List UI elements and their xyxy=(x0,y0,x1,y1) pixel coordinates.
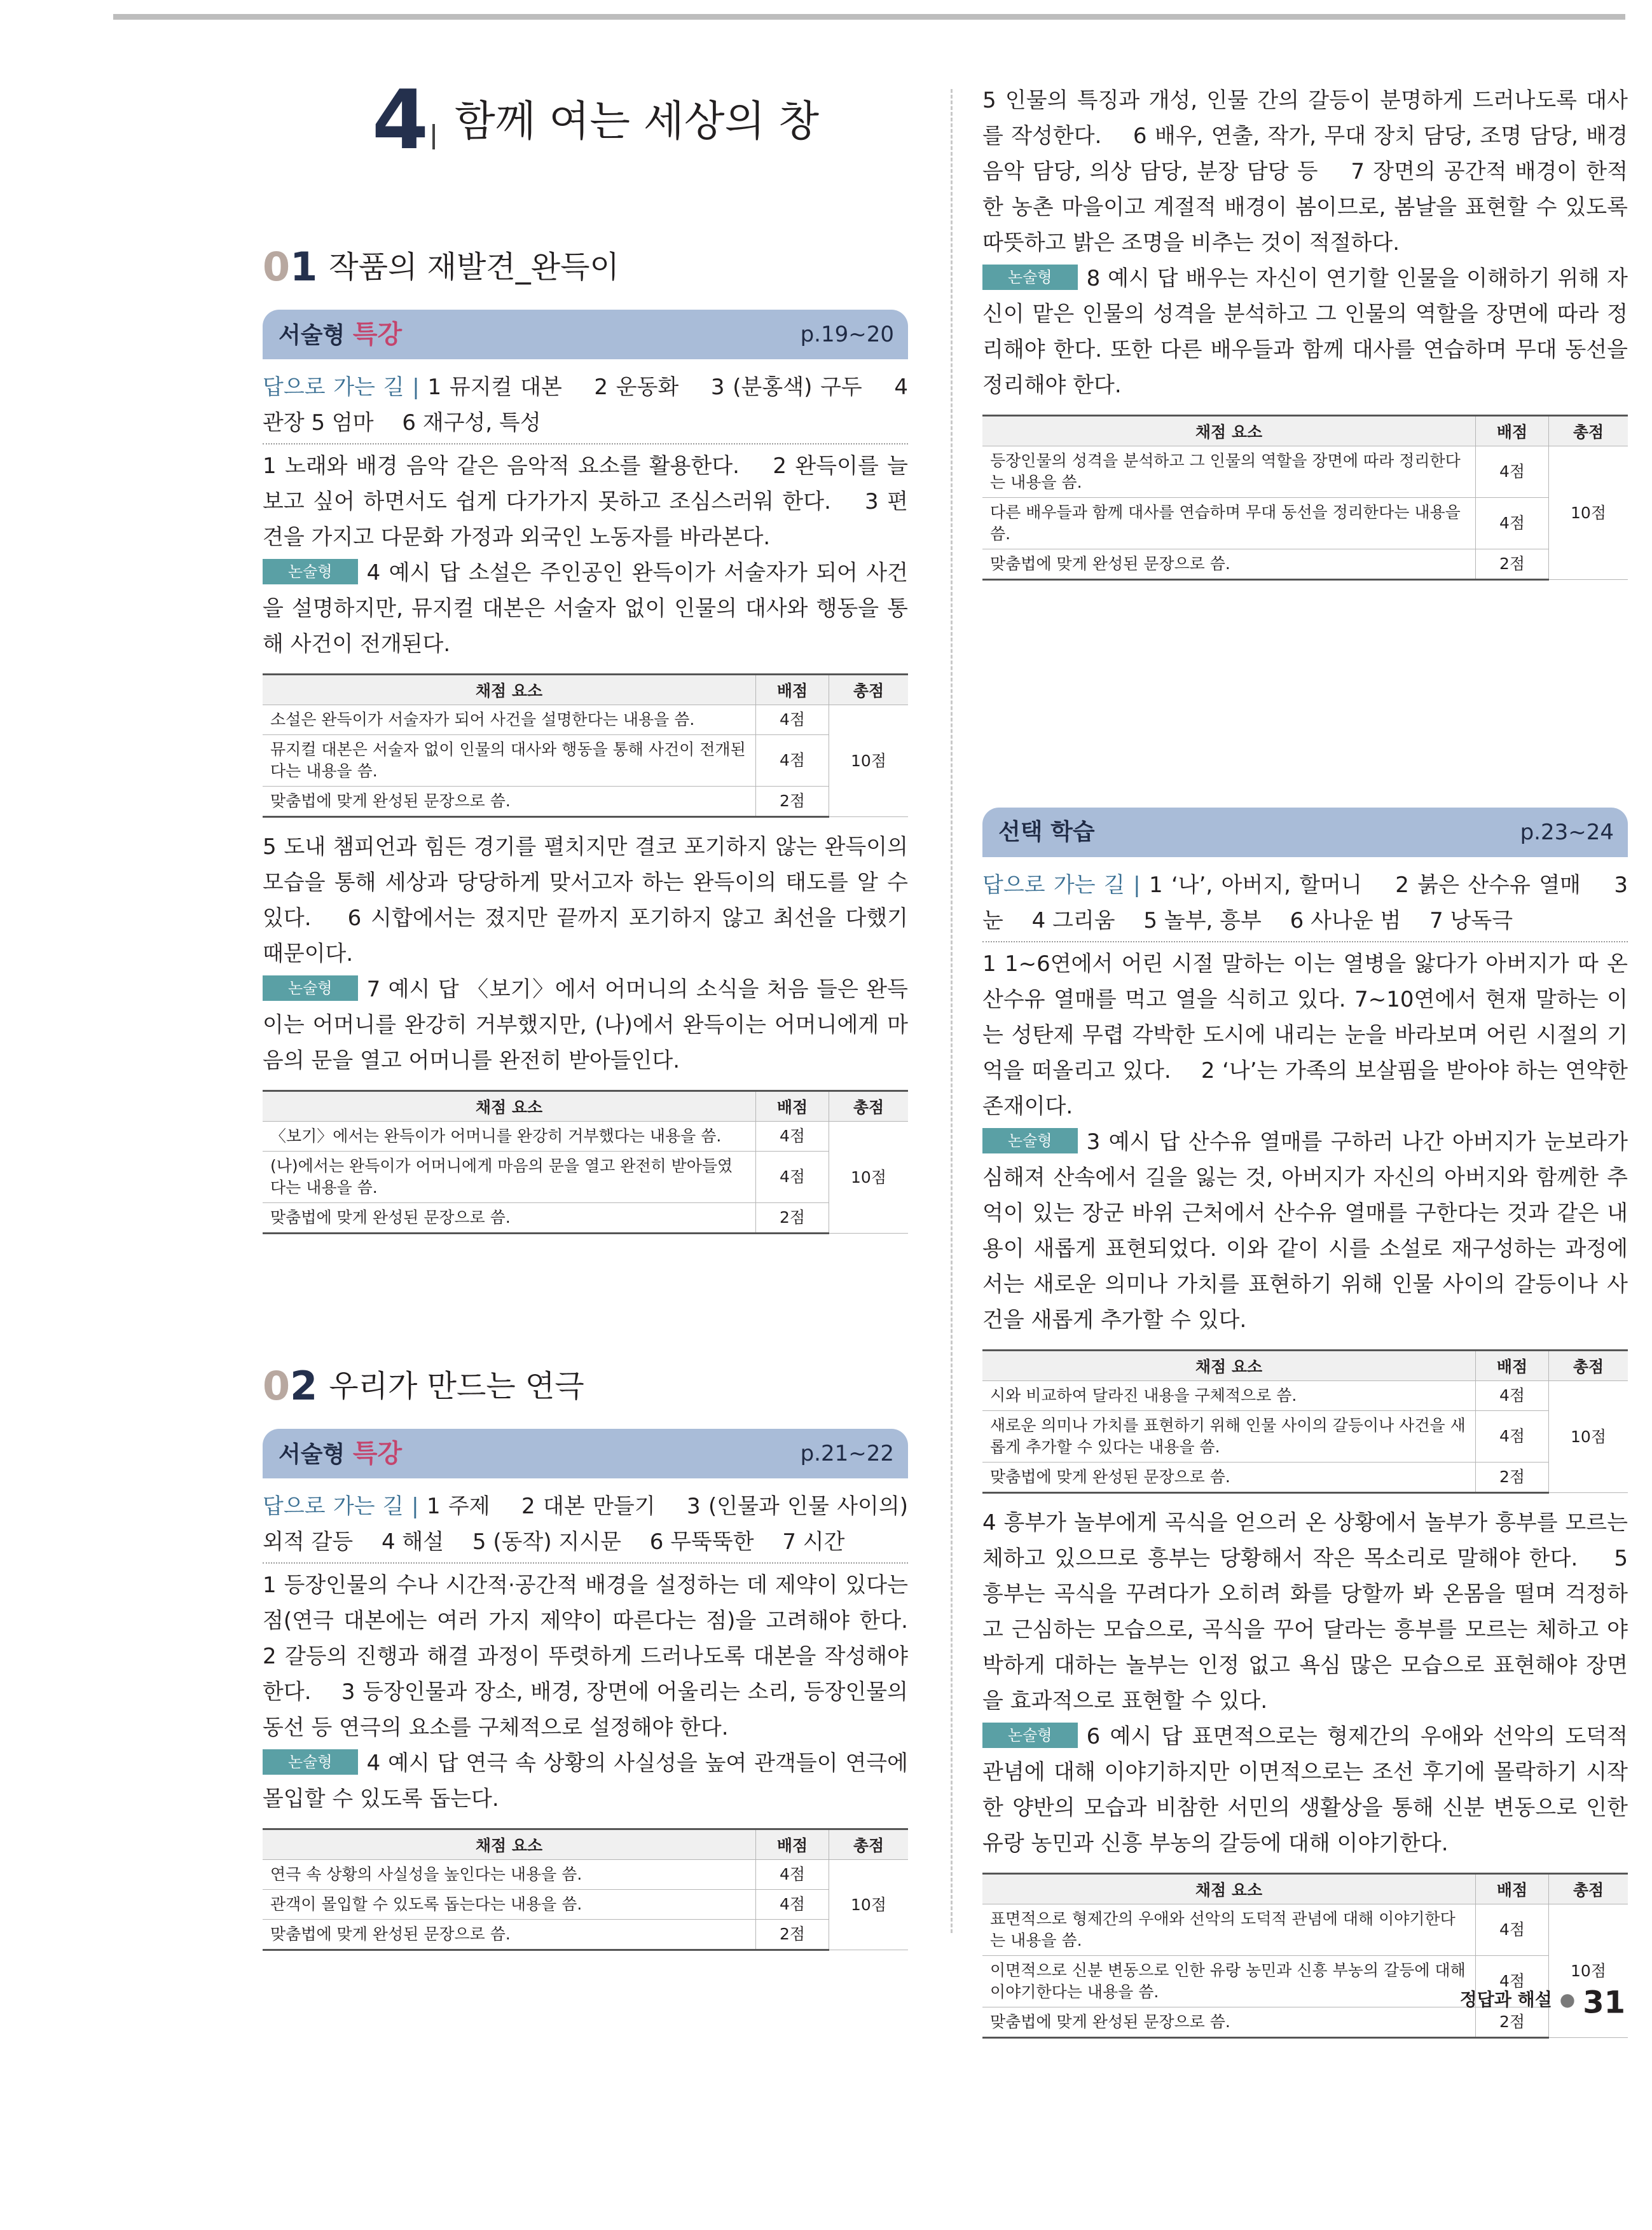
table-header: 채점 요소 xyxy=(982,416,1476,446)
table-header: 총점 xyxy=(829,675,909,705)
essay-answer xyxy=(263,1745,908,1817)
table-header: 총점 xyxy=(1549,1351,1628,1381)
bar-pages: p.21~22 xyxy=(800,1441,894,1466)
unit-number: 4 xyxy=(372,73,429,168)
table-row: 다른 배우들과 함께 대사를 연습하며 무대 동선을 정리한다는 내용을 씀. 4점 xyxy=(982,498,1628,549)
footer-dot: ● xyxy=(1559,1989,1576,2010)
essay-text: 4 예시 답 소설은 주인공인 완득이가 서술자가 되어 사건을 설명하지만, 뮤지컬 대본은 서술자 없이 인물의 대사와 행동을 통해 사건이 전개된다. xyxy=(263,560,908,657)
table-header: 총점 xyxy=(1549,1874,1628,1904)
scoring-table xyxy=(982,1349,1628,1494)
table-header: 배점 xyxy=(756,1091,829,1122)
bar-label: 선택 학습 xyxy=(998,819,1095,845)
table-header: 총점 xyxy=(829,1091,909,1122)
table-row: 이면적으로 신분 변동으로 인한 유랑 농민과 신흥 부농의 갈등에 대해 이야기한다는 내용을 씀. 4점 xyxy=(982,1956,1628,2007)
answer-paragraph: 1 1~6연에서 어린 시절 말하는 이는 열병을 앓다가 아버지가 따 온 산수유 열매를 먹고 열을 식히고 있다. 7~10연에서 현재 말하는 이는 성탄제 무렵 각박한 도시에 내리는 눈을 바라보며 어린 시절의 기억을 떠올리고 있다. 2 ‘나’는 가족의 보살핌을 받아야 하는 연약한 존재이다. xyxy=(982,951,1628,1119)
table-header: 채점 요소 xyxy=(982,1874,1476,1904)
essay-answer xyxy=(982,1719,1628,1861)
scoring-table xyxy=(263,1828,908,1951)
table-header: 채점 요소 xyxy=(263,675,756,705)
table-header: 채점 요소 xyxy=(263,1091,756,1122)
essay-answer xyxy=(982,261,1628,403)
table-row: (나)에서는 완득이가 어머니에게 마음의 문을 열고 완전히 받아들였다는 내용을 씀. 4점 xyxy=(263,1152,908,1203)
essay-text: 7 예시 답 〈보기〉에서 어머니의 소식을 처음 들은 완득이는 어머니를 완강히 거부했지만, (나)에서 완득이는 어머니에게 마음의 문을 열고 어머니를 완전히 받아들인다. xyxy=(263,977,908,1073)
answer-road xyxy=(263,369,908,444)
special-lecture-bar xyxy=(263,310,908,359)
page-footer xyxy=(1460,1981,1625,2019)
answer-paragraph: 1 등장인물의 수나 시간적·공간적 배경을 설정하는 데 제약이 있다는 점(연극 대본에는 여러 가지 제약이 따른다는 점)을 고려해야 한다. 2 갈등의 진행과 해결 과정이 뚜렷하게 드러나도록 대본을 작성해야 한다. 3 등장인물과 장소, 배경, 장면에 어울리는 소리, 등장인물의 동선 등 연극의 요소를 구체적으로 설정해야 한다. xyxy=(263,1573,937,1740)
section-title-text: 작품의 재발견_완득이 xyxy=(329,249,619,285)
section-01 xyxy=(263,238,908,1246)
answer-road-text: 1 뮤지컬 대본 2 운동화 3 (분홍색) 구두 4 관장 5 엄마 6 재구성, 특성 xyxy=(263,375,909,436)
table-header: 총점 xyxy=(1549,416,1628,446)
table-header: 배점 xyxy=(1476,1874,1549,1904)
bar-label: 서술형 xyxy=(279,322,353,348)
essay-answer xyxy=(263,555,908,662)
essay-tag: 논술형 xyxy=(263,559,358,584)
bar-special: 특강 xyxy=(352,1439,403,1468)
essay-text: 4 예시 답 연극 속 상황의 사실성을 높여 관객들이 연극에 몰입할 수 있도록 돕는다. xyxy=(263,1751,908,1812)
answer-road-text: 1 주제 2 대본 만들기 3 (인물과 인물 사이의) 외적 갈등 4 해설 5 (동작) 지시문 6 무뚝뚝한 7 시간 xyxy=(263,1494,909,1555)
section-02 xyxy=(263,1358,937,1962)
essay-tag: 논술형 xyxy=(982,1723,1078,1748)
table-row: 시와 비교하여 달라진 내용을 구체적으로 씀. 4점 10점 xyxy=(982,1381,1628,1411)
table-row: 뮤지컬 대본은 서술자 없이 인물의 대사와 행동을 통해 사건이 전개된다는 내용을 씀. 4점 xyxy=(263,735,908,787)
bar-special: 특강 xyxy=(352,320,403,349)
page-number: 31 xyxy=(1583,1985,1625,2021)
answer-road-label: 답으로 가는 길 | xyxy=(982,872,1149,898)
table-row: 맞춤법에 맞게 완성된 문장으로 씀. 2점 xyxy=(982,1463,1628,1493)
answer-paragraph: 1 노래와 배경 음악 같은 음악적 요소를 활용한다. 2 완득이를 늘 보고 싶어 하면서도 쉽게 다가가지 못하고 조심스러워 한다. 3 편견을 가지고 다문화 가정과 외국인 노동자를 바라본다. xyxy=(263,453,908,550)
section-number: 02 xyxy=(263,1363,318,1409)
table-row: 연극 속 상황의 사실성을 높인다는 내용을 씀. 4점 10점 xyxy=(263,1860,908,1890)
essay-tag: 논술형 xyxy=(263,975,358,1001)
answer-road-text: 1 ‘나’, 아버지, 할머니 2 붉은 산수유 열매 3 눈 4 그리움 5 놀부, 흥부 6 사나운 범 7 낭독극 xyxy=(982,872,1628,933)
essay-tag: 논술형 xyxy=(263,1749,358,1775)
essay-text: 8 예시 답 배우는 자신이 연기할 인물을 이해하기 위해 자신이 맡은 인물의 성격을 분석하고 그 인물의 역할을 장면에 따라 정리해야 한다. 또한 다른 배우들과 함께 대사를 연습하며 무대 동선을 정리해야 한다. xyxy=(982,266,1628,398)
table-row: 등장인물의 성격을 분석하고 그 인물의 역할을 장면에 따라 정리한다는 내용을 씀. 4점 10점 xyxy=(982,446,1628,498)
table-row: 맞춤법에 맞게 완성된 문장으로 씀. 2점 xyxy=(263,787,908,817)
table-row: 맞춤법에 맞게 완성된 문장으로 씀. 2점 xyxy=(263,1203,908,1234)
answer-road-label: 답으로 가는 길 | xyxy=(263,1494,427,1519)
special-lecture-bar xyxy=(263,1429,908,1478)
bar-pages: p.23~24 xyxy=(1520,820,1614,845)
table-row: 소설은 완득이가 서술자가 되어 사건을 설명한다는 내용을 씀. 4점 10점 xyxy=(263,705,908,735)
bar-label: 서술형 xyxy=(279,1442,353,1468)
table-row: 새로운 의미나 가치를 표현하기 위해 인물 사이의 갈등이나 사건을 새롭게 추가할 수 있다는 내용을 씀. 4점 xyxy=(982,1411,1628,1463)
essay-answer xyxy=(982,1124,1628,1338)
optional-learning xyxy=(982,808,1628,2050)
unit-title: 함께 여는 세상의 창 xyxy=(455,97,819,146)
table-row: 표면적으로 형제간의 우애와 선악의 도덕적 관념에 대해 이야기한다는 내용을 씀. 4점 10점 xyxy=(982,1904,1628,1956)
table-header: 채점 요소 xyxy=(982,1351,1476,1381)
footer-label: 정답과 해설 xyxy=(1459,1989,1552,2010)
answer-road-label: 답으로 가는 길 | xyxy=(263,375,428,400)
scoring-table xyxy=(982,415,1628,581)
section-02-continued xyxy=(982,83,1628,592)
essay-text: 3 예시 답 산수유 열매를 구하러 나간 아버지가 눈보라가 심해져 산속에서 길을 잃는 것, 아버지가 자신의 아버지와 함께한 추억이 있는 장군 바위 근처에서 산수유 열매를 구한다는 것과 같은 내용이 새롭게 표현되었다. 이와 같이 시를 소설로 재구성하는 과정에서는 새로운 의미나 가치를 표현하기 위해 인물 사이의 갈등이나 사건을 새롭게 추가할 수 있다. xyxy=(982,1129,1628,1333)
answer-road xyxy=(982,867,1628,942)
top-rule xyxy=(113,14,1625,20)
essay-text: 6 예시 답 표면적으로는 형제간의 우애와 선악의 도덕적 관념에 대해 이야기하지만 이면적으로는 조선 후기에 몰락하기 시작한 양반의 모습과 비참한 서민의 생활상을 통해 신분 변동으로 인한 유랑 농민과 신흥 부농의 갈등에 대해 이야기한다. xyxy=(982,1724,1628,1856)
table-row: 맞춤법에 맞게 완성된 문장으로 씀. 2점 xyxy=(982,549,1628,580)
table-row: 관객이 몰입할 수 있도록 돕는다는 내용을 씀. 4점 xyxy=(263,1890,908,1920)
table-header: 총점 xyxy=(829,1829,909,1860)
table-row: 〈보기〉에서는 완득이가 어머니를 완강히 거부했다는 내용을 씀. 4점 10점 xyxy=(263,1122,908,1152)
essay-tag: 논술형 xyxy=(982,1128,1078,1153)
optional-learning-bar xyxy=(982,808,1628,857)
section-number: 01 xyxy=(263,244,318,290)
column-divider xyxy=(951,89,953,1933)
answer-paragraph: 4 흥부가 놀부에게 곡식을 얻으러 온 상황에서 놀부가 흥부를 모르는 체하고 있으므로 흥부는 당황해서 작은 목소리로 말해야 한다. 5 흥부는 곡식을 꾸려다가 오히려 화를 당할까 봐 온몸을 떨며 걱정하고 근심하는 모습으로, 곡식을 꾸어 달라는 흥부를 모르는 체하고 야박하게 대하는 놀부는 인정 없고 욕심 많은 모습으로 표현해야 장면을 효과적으로 표현할 수 있다. xyxy=(982,1510,1628,1714)
scoring-table xyxy=(263,673,908,818)
essay-tag: 논술형 xyxy=(982,265,1078,290)
section-title xyxy=(263,1358,908,1415)
table-row: 맞춤법에 맞게 완성된 문장으로 씀. 2점 xyxy=(982,2007,1628,2038)
table-header: 배점 xyxy=(1476,416,1549,446)
table-header: 배점 xyxy=(756,1829,829,1860)
table-header: 배점 xyxy=(1476,1351,1549,1381)
section-title xyxy=(263,238,908,296)
unit-heading xyxy=(372,73,912,169)
answer-road xyxy=(263,1489,908,1564)
essay-answer xyxy=(263,972,908,1078)
table-header: 채점 요소 xyxy=(263,1829,756,1860)
answer-paragraph: 5 인물의 특징과 개성, 인물 간의 갈등이 분명하게 드러나도록 대사를 작성한다. 6 배우, 연출, 작가, 무대 장치 담당, 조명 담당, 배경 음악 담당, 의상 담당, 분장 담당 등 7 장면의 공간적 배경이 한적한 농촌 마을이고 계절적 배경이 봄이므로, 봄날을 표현할 수 있도록 따뜻하고 밝은 조명을 비추는 것이 적절하다. xyxy=(982,88,1628,256)
answer-paragraph: 5 도내 챔피언과 힘든 경기를 펼치지만 결코 포기하지 않는 완득이의 모습을 통해 세상과 당당하게 맞서고자 하는 완득이의 태도를 알 수 있다. 6 시합에서는 졌지만 끝까지 포기하지 않고 최선을 다했기 때문이다. xyxy=(263,834,908,967)
table-row: 맞춤법에 맞게 완성된 문장으로 씀. 2점 xyxy=(263,1920,908,1950)
table-header: 배점 xyxy=(756,675,829,705)
unit-separator xyxy=(432,124,435,149)
scoring-table xyxy=(263,1090,908,1234)
section-title-text: 우리가 만드는 연극 xyxy=(329,1368,584,1404)
bar-pages: p.19~20 xyxy=(800,322,894,347)
